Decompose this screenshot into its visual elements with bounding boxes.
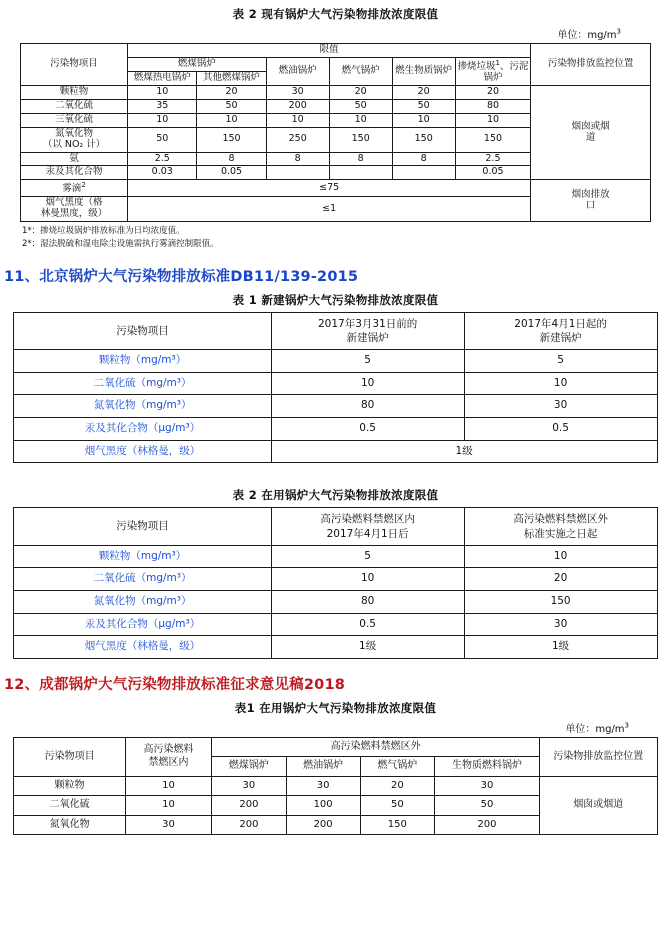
unit-label: 单位： xyxy=(565,723,596,735)
cell: 100 xyxy=(286,796,360,816)
cell xyxy=(266,166,329,180)
row-label: 二氧化硫（mg/m³） xyxy=(14,568,271,591)
cell: 0.05 xyxy=(197,166,266,180)
header-sub-biomass: 生物质燃料锅炉 xyxy=(434,757,539,777)
heading-section-12: 12、成都锅炉大气污染物排放标准征求意见稿2018 xyxy=(4,676,346,693)
row-label: 颗粒物（mg/m³） xyxy=(14,545,271,568)
table-row xyxy=(14,590,657,613)
table-row xyxy=(14,568,657,591)
cell: 5 xyxy=(271,545,464,568)
header-coal-other: 其他燃煤锅炉 xyxy=(197,71,266,85)
table-title-cd-inuse: 表1 在用锅炉大气污染物排放浓度限值 xyxy=(234,700,437,715)
cell: 10 xyxy=(197,113,266,127)
header-coal-heat: 燃煤热电锅炉 xyxy=(128,71,197,85)
header-after-2017 xyxy=(464,312,657,349)
header-waste-sup: 1 xyxy=(495,58,500,67)
cell: 30 xyxy=(212,776,286,796)
cell: 80 xyxy=(271,395,464,418)
table-existing xyxy=(20,43,651,222)
header-zone-outside: 高污染燃料禁燃区外 xyxy=(212,737,540,757)
cell: 1级 xyxy=(464,636,657,659)
table-row xyxy=(14,350,657,373)
header-line1: 高污染燃料禁燃区内 xyxy=(320,513,415,526)
table-title-existing: 表 2 现有锅炉大气污染物排放浓度限值 xyxy=(232,7,439,21)
spacer xyxy=(0,463,671,481)
cell: 10 xyxy=(455,113,531,127)
row-label: 二氧化硫 xyxy=(21,99,128,113)
table-title-bj-new: 表 1 新建锅炉大气污染物排放浓度限值 xyxy=(232,292,439,307)
cell: 200 xyxy=(286,815,360,835)
table-row xyxy=(21,85,651,99)
cell: 50 xyxy=(197,99,266,113)
cell: 150 xyxy=(392,127,455,152)
row-label: 汞及其化合物（μg/m³） xyxy=(14,418,271,441)
cell: 8 xyxy=(266,152,329,166)
cell: 30 xyxy=(125,815,212,835)
table-existing-wrapper xyxy=(8,43,663,222)
header-oil: 燃油锅炉 xyxy=(266,57,329,85)
row-label: 氨 xyxy=(21,152,128,166)
header-zone-outside xyxy=(464,508,657,545)
header-line2: 新建锅炉 xyxy=(346,331,389,344)
unit-line-cd xyxy=(0,720,671,735)
table-row xyxy=(14,776,657,796)
table-row xyxy=(14,737,657,757)
row-label: 二氧化硫（mg/m³） xyxy=(14,372,271,395)
cell: 2.5 xyxy=(455,152,531,166)
mist-value: ≤75 xyxy=(128,180,531,197)
unit-value: mg/m xyxy=(587,30,617,41)
cell: 10 xyxy=(125,796,212,816)
cell: 10 xyxy=(392,113,455,127)
cell: 10 xyxy=(271,568,464,591)
unit-sup: 3 xyxy=(616,27,621,36)
header-monitor: 污染物排放监控位置 xyxy=(540,737,658,776)
table-row xyxy=(14,372,657,395)
cell xyxy=(329,166,392,180)
table-row xyxy=(14,508,657,545)
row-label: 氮氧化物（mg/m³） xyxy=(14,590,271,613)
cell: 10 xyxy=(125,776,212,796)
monitor-outlet-line1: 烟囱排放 xyxy=(571,188,610,200)
monitor-line1: 烟囱或烟 xyxy=(571,120,610,132)
cell: 80 xyxy=(455,99,531,113)
unit-label: 单位： xyxy=(557,30,588,41)
row-label: 烟气黑度（林格曼，级） xyxy=(14,636,271,659)
cell: 20 xyxy=(455,85,531,99)
blackness-line1: 烟气黑度（格 xyxy=(45,197,103,209)
document-page xyxy=(0,6,671,835)
header-line1: 高污染燃料禁燃区外 xyxy=(513,513,608,526)
cell: 30 xyxy=(464,395,657,418)
cell: 10 xyxy=(464,545,657,568)
header-gas: 燃气锅炉 xyxy=(329,57,392,85)
cell: 30 xyxy=(286,776,360,796)
mist-label: 雾滴 xyxy=(62,183,82,195)
header-sub-gas: 燃气锅炉 xyxy=(360,757,434,777)
cell: 0.5 xyxy=(271,418,464,441)
monitor-cell-outlet xyxy=(531,180,651,222)
note-2: 2*：湿法脱硫和湿电除尘设施需执行雾滴控制限值。 xyxy=(22,239,219,250)
header-zone-inside xyxy=(271,508,464,545)
cell: 10 xyxy=(464,372,657,395)
row-label: 二氧化硫 xyxy=(14,796,125,816)
header-line1: 高污染燃料 xyxy=(143,744,194,756)
table-row xyxy=(14,418,657,441)
table-row xyxy=(14,395,657,418)
blackness-line2: 林曼黑度，级） xyxy=(40,208,108,220)
row-label-mist xyxy=(21,180,128,197)
unit-value: mg/m xyxy=(595,723,625,735)
table-row xyxy=(14,545,657,568)
blackness-value: ≤1 xyxy=(128,197,531,222)
heading-section-11: 11、北京锅炉大气污染物排放标准DB11/139-2015 xyxy=(4,268,359,285)
header-monitor: 污染物排放监控位置 xyxy=(531,44,651,86)
header-waste xyxy=(455,57,531,85)
table-notes xyxy=(8,222,663,251)
row-label: 汞及其化合物 xyxy=(21,166,128,180)
cell: 35 xyxy=(128,99,197,113)
monitor-cell: 烟囱或烟道 xyxy=(540,776,658,835)
monitor-outlet-line2: 口 xyxy=(585,199,596,211)
table-bj-inuse-boiler xyxy=(13,507,657,659)
cell: 50 xyxy=(392,99,455,113)
header-limit: 限值 xyxy=(128,44,531,58)
header-line2: 2017年4月1日后 xyxy=(326,527,409,540)
header-zone-inside xyxy=(125,737,212,776)
table-row xyxy=(14,440,657,463)
cell: 8 xyxy=(197,152,266,166)
cell: 50 xyxy=(360,796,434,816)
cell: 8 xyxy=(392,152,455,166)
unit-line-existing xyxy=(8,26,663,41)
header-sub-coal: 燃煤锅炉 xyxy=(212,757,286,777)
cell: 20 xyxy=(360,776,434,796)
table-row xyxy=(14,636,657,659)
cell: 200 xyxy=(212,815,286,835)
cell: 5 xyxy=(464,350,657,373)
row-label: 氮氧化物（mg/m³） xyxy=(14,395,271,418)
table-row xyxy=(21,44,651,58)
header-line2: 标准实施之日起 xyxy=(523,527,598,540)
header-line2: 新建锅炉 xyxy=(539,331,582,344)
cell: 10 xyxy=(329,113,392,127)
row-label: 颗粒物（mg/m³） xyxy=(14,350,271,373)
row-label-line1: 氮氧化物 xyxy=(55,127,94,139)
header-biomass: 燃生物质锅炉 xyxy=(392,57,455,85)
header-pollutant: 污染物项目 xyxy=(14,508,271,545)
header-pollutant: 污染物项目 xyxy=(14,312,271,349)
monitor-cell-stack xyxy=(531,85,651,179)
table-title-bj-inuse: 表 2 在用锅炉大气污染物排放浓度限值 xyxy=(232,488,439,503)
table-cd-inuse-boiler xyxy=(13,737,657,836)
header-coal: 燃煤锅炉 xyxy=(128,57,267,71)
mist-sup: 2 xyxy=(81,181,86,190)
header-line1: 2017年4月1日起的 xyxy=(514,317,607,330)
cell: 200 xyxy=(266,99,329,113)
section-existing-boiler xyxy=(0,6,671,251)
cell: 0.03 xyxy=(128,166,197,180)
row-label: 氮氧化物 xyxy=(14,815,125,835)
header-line1: 2017年3月31日前的 xyxy=(318,317,418,330)
table-row xyxy=(14,613,657,636)
cell: 30 xyxy=(266,85,329,99)
cell: 150 xyxy=(329,127,392,152)
table-row xyxy=(14,312,657,349)
cell: 50 xyxy=(128,127,197,152)
cell: 1级 xyxy=(271,440,657,463)
header-waste-text: 掺烧垃圾 xyxy=(457,61,496,73)
cell xyxy=(392,166,455,180)
cell: 250 xyxy=(266,127,329,152)
cell: 20 xyxy=(197,85,266,99)
cell: 150 xyxy=(197,127,266,152)
row-label-nox xyxy=(21,127,128,152)
cell: 0.5 xyxy=(464,418,657,441)
cell: 20 xyxy=(392,85,455,99)
header-before-2017 xyxy=(271,312,464,349)
header-pollutant: 污染物项目 xyxy=(21,44,128,86)
cell: 30 xyxy=(464,613,657,636)
row-label: 三氧化硫 xyxy=(21,113,128,127)
row-label-blackness xyxy=(21,197,128,222)
cell: 10 xyxy=(271,372,464,395)
cell: 200 xyxy=(212,796,286,816)
cell: 50 xyxy=(329,99,392,113)
row-label: 汞及其化合物（μg/m³） xyxy=(14,613,271,636)
cell: 80 xyxy=(271,590,464,613)
header-pollutant: 污染物项目 xyxy=(14,737,125,776)
cell: 10 xyxy=(128,85,197,99)
monitor-line2: 道 xyxy=(585,131,596,143)
note-1: 1*：掺烧垃圾锅炉排放标准为日均浓度值。 xyxy=(22,226,185,237)
table-row xyxy=(21,180,651,197)
cell: 2.5 xyxy=(128,152,197,166)
cell: 0.05 xyxy=(455,166,531,180)
table-bj-new-boiler xyxy=(13,312,657,464)
row-label-line2: （以 NO₂ 计） xyxy=(42,138,106,150)
cell: 8 xyxy=(329,152,392,166)
cell: 20 xyxy=(464,568,657,591)
header-sub-oil: 燃油锅炉 xyxy=(286,757,360,777)
header-waste-text2: 、污泥锅炉 xyxy=(483,61,529,83)
cell: 1级 xyxy=(271,636,464,659)
cell: 5 xyxy=(271,350,464,373)
cell: 150 xyxy=(360,815,434,835)
cell: 20 xyxy=(329,85,392,99)
header-line2: 禁燃区内 xyxy=(148,756,189,768)
cell: 150 xyxy=(455,127,531,152)
cell: 10 xyxy=(128,113,197,127)
row-label: 颗粒物 xyxy=(14,776,125,796)
row-label: 烟气黑度（林格曼，级） xyxy=(14,440,271,463)
cell: 0.5 xyxy=(271,613,464,636)
cell: 30 xyxy=(434,776,539,796)
row-label: 颗粒物 xyxy=(21,85,128,99)
cell: 150 xyxy=(464,590,657,613)
cell: 50 xyxy=(434,796,539,816)
unit-sup: 3 xyxy=(624,721,629,730)
cell: 10 xyxy=(266,113,329,127)
cell: 200 xyxy=(434,815,539,835)
